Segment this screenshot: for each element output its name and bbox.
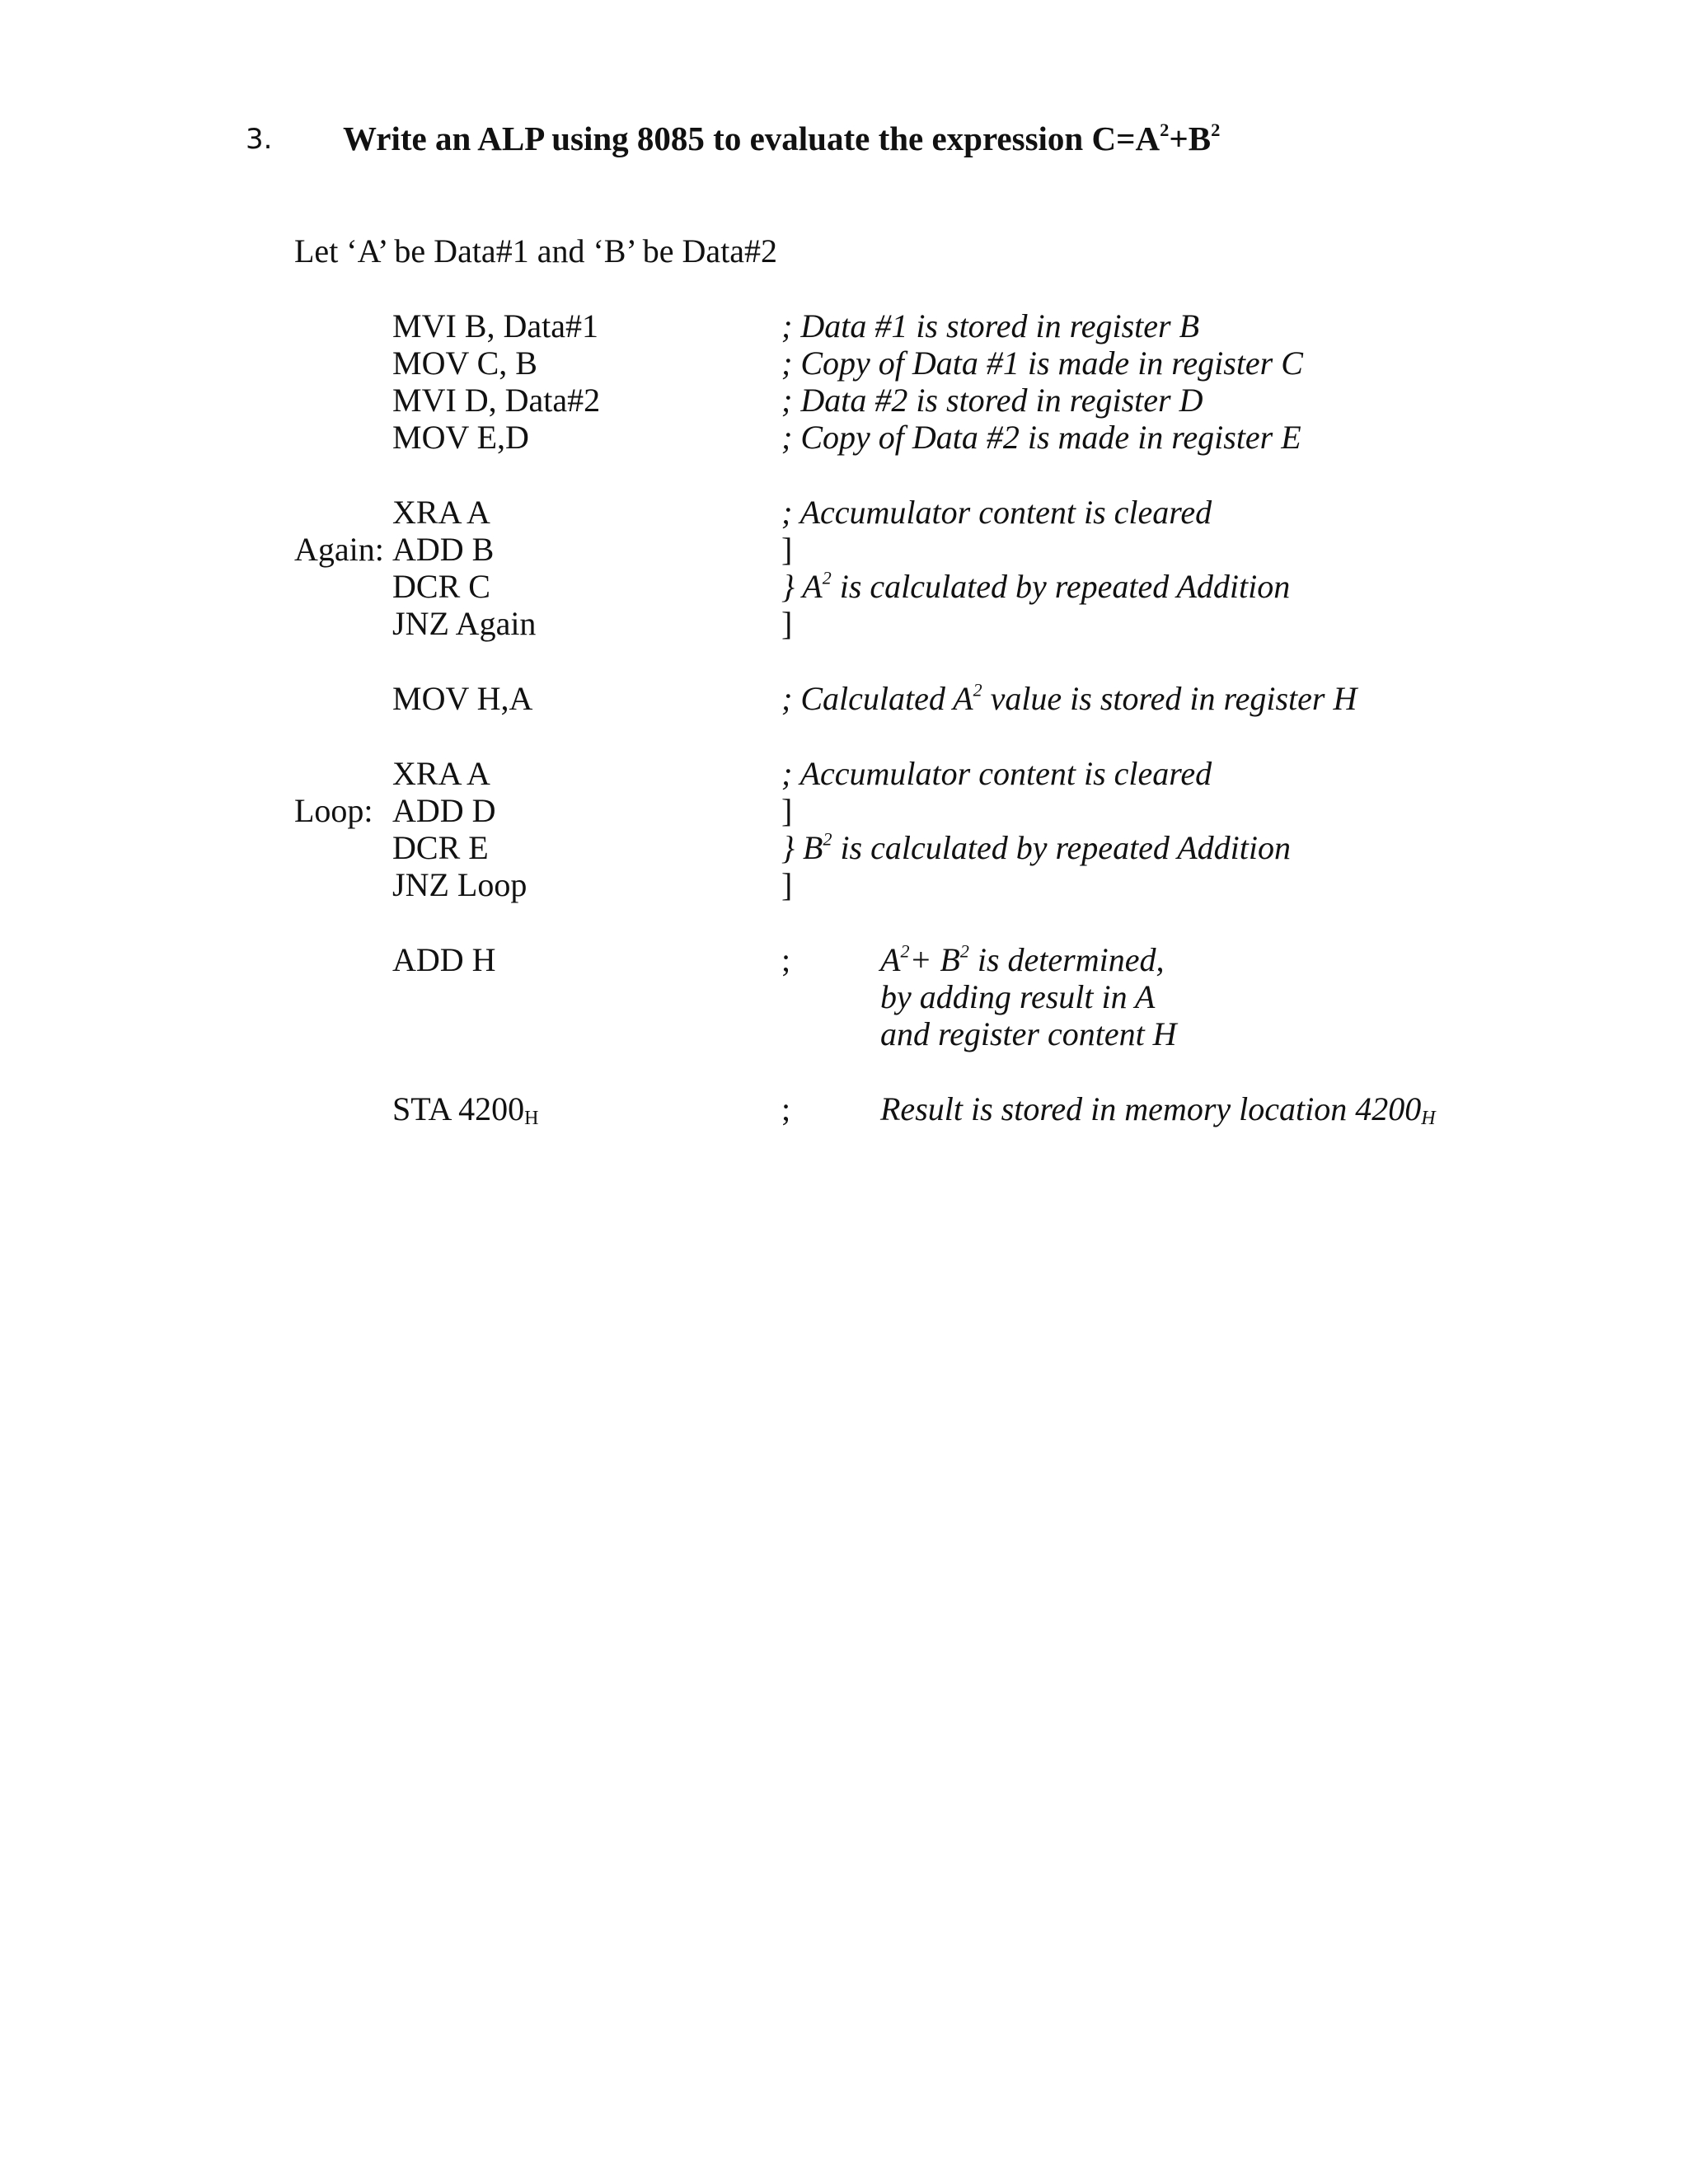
title-superscript-2: 2 xyxy=(1211,120,1221,141)
instruction: ADD B xyxy=(392,531,495,568)
instruction xyxy=(392,1090,539,1129)
comment: ; Accumulator content is cleared xyxy=(781,494,1212,531)
instruction: ADD H xyxy=(392,941,496,978)
instruction: ADD D xyxy=(392,792,496,829)
comment-text: A xyxy=(880,941,901,978)
comment-superscript: 2 xyxy=(822,567,832,588)
comment-superscript: 2 xyxy=(823,828,832,850)
title-superscript-1: 2 xyxy=(1160,120,1170,141)
instruction: MOV C, B xyxy=(392,344,537,382)
comment-superscript: 2 xyxy=(973,679,982,701)
instruction: JNZ Loop xyxy=(392,866,528,903)
comment-line-3: and register content H xyxy=(880,1015,1177,1052)
comment xyxy=(781,679,1357,717)
comment: ; Accumulator content is cleared xyxy=(781,755,1212,792)
instruction: JNZ Again xyxy=(392,605,537,642)
title-plus: +B xyxy=(1169,120,1212,157)
instruction: DCR C xyxy=(392,568,490,605)
instruction: MVI B, Data#1 xyxy=(392,307,598,344)
label-loop: Loop: xyxy=(294,792,373,829)
comment-text: is calculated by repeated Addition xyxy=(831,568,1291,605)
bracket: ] xyxy=(781,531,793,568)
title-text: Write an ALP using 8085 to evaluate the expression C=A xyxy=(343,120,1160,157)
comment xyxy=(880,940,1165,978)
label-again: Again: xyxy=(294,531,384,568)
comment-superscript: 2 xyxy=(959,940,969,962)
comment-subscript: H xyxy=(1421,1107,1436,1129)
instruction-text: STA 4200 xyxy=(392,1090,525,1127)
semicolon: ; xyxy=(781,941,791,978)
instruction: MOV E,D xyxy=(392,419,529,456)
instruction: XRA A xyxy=(392,494,490,531)
comment-text: } A xyxy=(781,568,823,605)
question-number: 3. xyxy=(246,123,273,156)
instruction: MOV H,A xyxy=(392,680,533,717)
comment: ; Data #1 is stored in register B xyxy=(781,307,1200,344)
comment-text: + B xyxy=(909,941,960,978)
comment-text: Result is stored in memory location 4200 xyxy=(880,1090,1422,1127)
comment-text: is calculated by repeated Addition xyxy=(832,829,1291,866)
comment-superscript: 2 xyxy=(900,940,910,962)
semicolon: ; xyxy=(781,1090,791,1127)
comment: ; Copy of Data #1 is made in register C xyxy=(781,344,1303,382)
question-title xyxy=(343,122,1220,156)
instruction: DCR E xyxy=(392,829,489,866)
bracket: ] xyxy=(781,792,793,829)
comment-text: value is stored in register H xyxy=(982,680,1357,717)
comment xyxy=(781,567,1291,605)
comment xyxy=(880,1090,1436,1129)
intro-line: Let ‘A’ be Data#1 and ‘B’ be Data#2 xyxy=(294,232,778,269)
comment-text: } B xyxy=(781,829,823,866)
comment-line-2: by adding result in A xyxy=(880,978,1156,1015)
comment xyxy=(781,828,1291,866)
comment-text: is determined, xyxy=(968,941,1165,978)
comment-text: ; Calculated A xyxy=(781,680,973,717)
comment: ; Data #2 is stored in register D xyxy=(781,382,1203,419)
bracket: ] xyxy=(781,605,793,642)
instruction: MVI D, Data#2 xyxy=(392,382,601,419)
instruction-subscript: H xyxy=(524,1107,539,1129)
instruction: XRA A xyxy=(392,755,490,792)
bracket: ] xyxy=(781,866,793,903)
comment: ; Copy of Data #2 is made in register E xyxy=(781,419,1301,456)
